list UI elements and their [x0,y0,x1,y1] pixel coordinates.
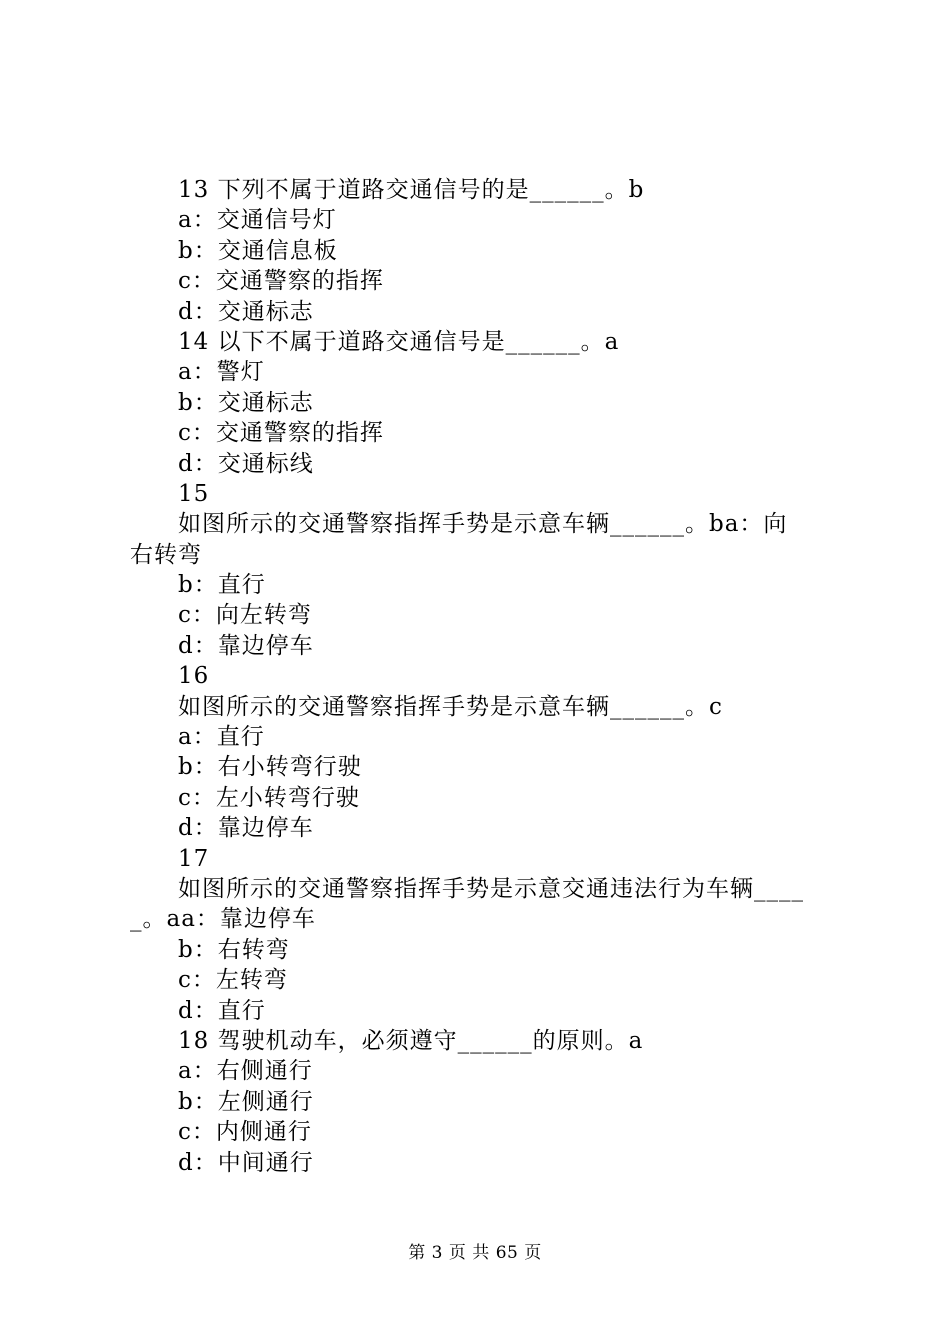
page-footer: 第 3 页 共 65 页 [408,1243,542,1263]
text-line: d：靠边停车 [178,815,314,842]
text-line: a：右侧通行 [178,1058,313,1085]
text-line: b：左侧通行 [178,1088,314,1115]
text-line: b：直行 [178,572,266,599]
text-line: 13 下列不属于道路交通信号的是______。b [178,177,645,203]
text-line: b：交通信息板 [178,237,338,264]
text-line: 如图所示的交通警察指挥手势是示意车辆______。c [178,693,723,720]
text-line: b：右转弯 [178,936,290,963]
text-line: d：中间通行 [178,1149,314,1176]
text-line: 16 [178,663,210,690]
text-line: c：左转弯 [178,967,288,994]
text-line: a：警灯 [178,359,265,386]
text-line: c：交通警察的指挥 [178,420,384,447]
text-line: c：左小转弯行驶 [178,784,360,811]
text-line: d：靠边停车 [178,632,314,659]
text-line: 14 以下不属于道路交通信号是______。a [178,328,620,355]
text-line: c：内侧通行 [178,1119,312,1146]
text-line: c：交通警察的指挥 [178,268,384,295]
text-line: 18 驾驶机动车，必须遵守______的原则。a [178,1027,644,1054]
text-line: 如图所示的交通警察指挥手势是示意车辆______。ba：向 [178,511,788,538]
text-line: d：交通标志 [178,298,314,325]
text-line: 右转弯 [130,541,202,568]
text-line: _。aa：靠边停车 [130,906,316,933]
text-line: d：交通标线 [178,450,314,477]
text-line: b：右小转弯行驶 [178,754,362,781]
text-line: 17 [178,845,210,872]
text-line: b：交通标志 [178,389,314,416]
document-body [130,175,830,1178]
text-line: d：直行 [178,997,266,1024]
text-line: 15 [178,480,210,507]
text-line: c：向左转弯 [178,602,312,629]
text-line: 如图所示的交通警察指挥手势是示意交通违法行为车辆____ [178,875,804,902]
text-line: a：交通信号灯 [178,207,337,234]
text-line: a：直行 [178,724,265,751]
